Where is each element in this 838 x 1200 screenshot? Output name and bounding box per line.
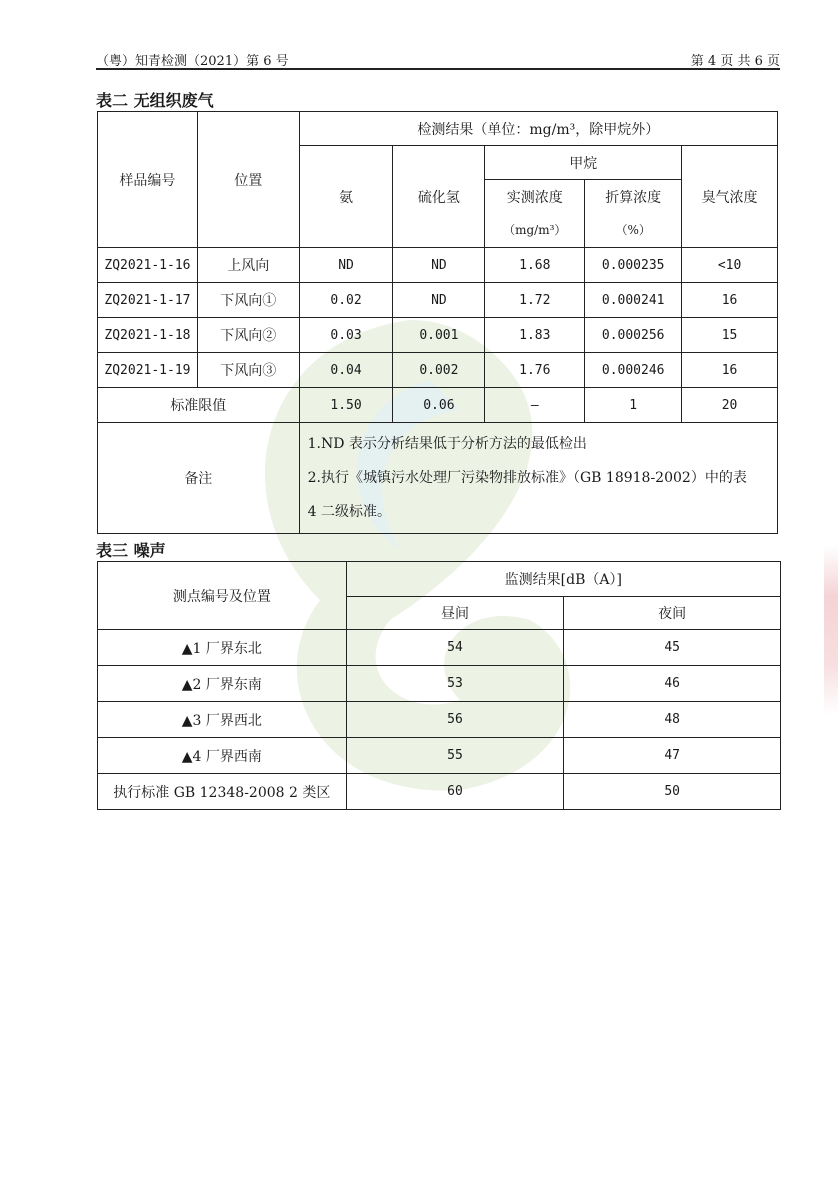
converted-value: 0.000241: [585, 283, 682, 318]
standard-label: 执行标准 GB 12348-2008 2 类区: [98, 774, 347, 810]
point-label: ▲2 厂界东南: [98, 666, 347, 702]
point-label: ▲1 厂界东北: [98, 630, 347, 666]
methane-value: 1.68: [485, 248, 585, 283]
page-header: [96, 50, 780, 68]
note-line: 2.执行《城镇污水处理厂污染物排放标准》（GB 18918-2002）中的表: [307, 470, 747, 486]
header-position: 位置: [197, 112, 299, 248]
header-ammonia: 氨: [299, 146, 393, 248]
h2s-limit: 0.06: [393, 388, 485, 423]
header-noise-result: 监测结果[dB（A）]: [346, 562, 780, 597]
limit-row: [98, 388, 778, 423]
odor-limit: 20: [682, 388, 778, 423]
table3-title: 表三 噪声: [96, 541, 166, 560]
header-point: 测点编号及位置: [98, 562, 347, 630]
sample-id: ZQ2021-1-17: [98, 283, 198, 318]
notes-label: 备注: [98, 423, 300, 534]
ammonia-value: 0.02: [299, 283, 393, 318]
sample-position: 上风向: [197, 248, 299, 283]
sample-id: ZQ2021-1-16: [98, 248, 198, 283]
point-label: ▲3 厂界西北: [98, 702, 347, 738]
standard-row: [98, 774, 781, 810]
sample-id: ZQ2021-1-18: [98, 318, 198, 353]
header-night: 夜间: [564, 597, 781, 630]
note-line: 4 二级标准。: [307, 504, 391, 520]
table-row: [98, 283, 778, 318]
noise-table: [97, 561, 781, 810]
night-value: 45: [564, 630, 781, 666]
header-methane: 甲烷: [485, 146, 682, 180]
header-h2s: 硫化氢: [393, 146, 485, 248]
sample-position: 下风向②: [197, 318, 299, 353]
header-methane-measured: 实测浓度 （mg/m³）: [485, 180, 585, 248]
sample-position: 下风向①: [197, 283, 299, 318]
converted-limit: 1: [585, 388, 682, 423]
header-result: 检测结果（单位：mg/m³，除甲烷外）: [299, 112, 777, 146]
table2-title: 表二 无组织废气: [96, 91, 214, 110]
h2s-value: ND: [393, 283, 485, 318]
day-value: 54: [346, 630, 564, 666]
table-row: [98, 738, 781, 774]
day-value: 53: [346, 666, 564, 702]
page-indicator: 第 4 页 共 6 页: [690, 54, 780, 69]
h2s-value: 0.001: [393, 318, 485, 353]
header-odor: 臭气浓度: [682, 146, 778, 248]
header-methane-converted: 折算浓度 （%）: [585, 180, 682, 248]
ammonia-value: 0.03: [299, 318, 393, 353]
table-row: [98, 318, 778, 353]
notes-row: [98, 423, 778, 534]
point-label: ▲4 厂界西南: [98, 738, 347, 774]
note-line: 1.ND 表示分析结果低于分析方法的最低检出: [307, 436, 587, 452]
document-number: （粤）知青检测（2021）第 6 号: [96, 54, 289, 69]
header-divider: [96, 68, 780, 70]
h2s-value: 0.002: [393, 353, 485, 388]
sample-id: ZQ2021-1-19: [98, 353, 198, 388]
ammonia-value: ND: [299, 248, 393, 283]
methane-value: 1.76: [485, 353, 585, 388]
night-value: 48: [564, 702, 781, 738]
converted-value: 0.000235: [585, 248, 682, 283]
ammonia-value: 0.04: [299, 353, 393, 388]
night-value: 47: [564, 738, 781, 774]
methane-value: 1.83: [485, 318, 585, 353]
seal-stamp-edge: [824, 545, 838, 715]
odor-value: 15: [682, 318, 778, 353]
header-day: 昼间: [346, 597, 564, 630]
table-row: [98, 666, 781, 702]
h2s-value: ND: [393, 248, 485, 283]
ammonia-limit: 1.50: [299, 388, 393, 423]
table-row: [98, 353, 778, 388]
converted-value: 0.000256: [585, 318, 682, 353]
sample-position: 下风向③: [197, 353, 299, 388]
methane-limit: —: [485, 388, 585, 423]
night-value: 46: [564, 666, 781, 702]
table-row: [98, 702, 781, 738]
day-value: 56: [346, 702, 564, 738]
odor-value: 16: [682, 353, 778, 388]
table-row: [98, 630, 781, 666]
odor-value: 16: [682, 283, 778, 318]
night-standard: 50: [564, 774, 781, 810]
table-row: [98, 248, 778, 283]
methane-value: 1.72: [485, 283, 585, 318]
odor-value: <10: [682, 248, 778, 283]
header-sample-id: 样品编号: [98, 112, 198, 248]
day-standard: 60: [346, 774, 564, 810]
limit-label: 标准限值: [98, 388, 300, 423]
notes-content: [299, 423, 777, 534]
converted-value: 0.000246: [585, 353, 682, 388]
air-emission-table: [97, 111, 778, 534]
day-value: 55: [346, 738, 564, 774]
